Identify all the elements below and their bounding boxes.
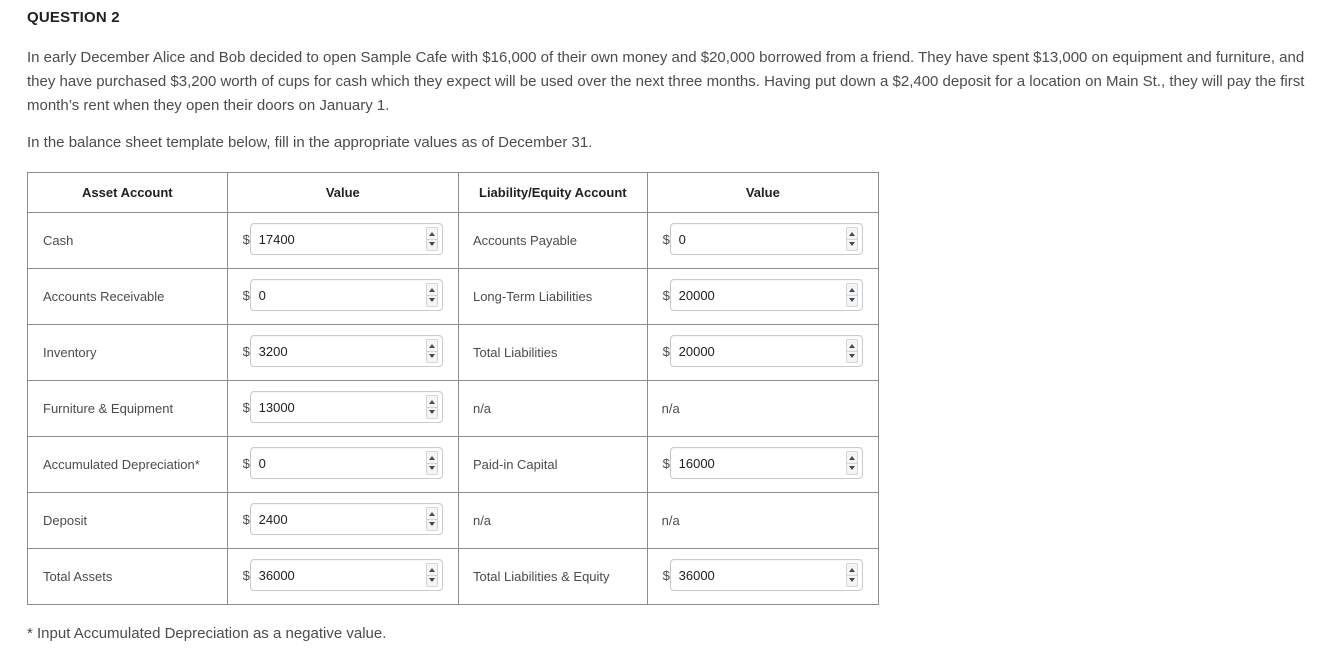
spinner-arrows[interactable] bbox=[426, 395, 438, 419]
spinner-divider bbox=[427, 519, 437, 520]
deposit-value-spinner[interactable] bbox=[250, 503, 443, 535]
long-term-liabilities-value-input[interactable] bbox=[671, 280, 841, 310]
triangle-down-icon[interactable] bbox=[849, 298, 855, 302]
total-liabilities-equity-value-spinner[interactable] bbox=[670, 559, 863, 591]
cash-value-spinner[interactable] bbox=[250, 223, 443, 255]
liab-label-total-liabilities-equity: Total Liabilities & Equity bbox=[458, 549, 647, 605]
triangle-up-icon[interactable] bbox=[429, 288, 435, 292]
header-liability-equity-account: Liability/Equity Account bbox=[458, 173, 647, 213]
triangle-up-icon[interactable] bbox=[849, 232, 855, 236]
paid-in-capital-value-input[interactable] bbox=[671, 448, 841, 478]
spinner-arrows[interactable] bbox=[426, 339, 438, 363]
triangle-up-icon[interactable] bbox=[849, 456, 855, 460]
liab-value-cell bbox=[647, 437, 878, 493]
spinner-arrows[interactable] bbox=[846, 563, 858, 587]
spinner-arrows[interactable] bbox=[426, 451, 438, 475]
accounts-receivable-value-input[interactable] bbox=[251, 280, 421, 310]
triangle-down-icon[interactable] bbox=[429, 578, 435, 582]
spinner-arrows[interactable] bbox=[846, 451, 858, 475]
question-paragraph: In early December Alice and Bob decided to open Sample Cafe with $16,000 of their own money and $20,000 borrowed from a friend. They have spent $13,000 on equipment and furniture, and they have purchased $3,200 worth of cups for cash which they expect will be used over the next three months. Having put down a $2,400 deposit for a location on Main St., they will pay the first month’s rent when they open their doors on January 1. bbox=[27, 49, 1305, 114]
triangle-down-icon[interactable] bbox=[429, 242, 435, 246]
asset-value-cell bbox=[227, 549, 458, 605]
question-instruction: In the balance sheet template below, fill in the appropriate values as of December 31. bbox=[27, 134, 593, 151]
table-row bbox=[28, 381, 879, 437]
total-assets-value-spinner[interactable] bbox=[250, 559, 443, 591]
table-row bbox=[28, 493, 879, 549]
accounts-receivable-value-spinner[interactable] bbox=[250, 279, 443, 311]
dollar-sign: $ bbox=[242, 288, 250, 303]
asset-label-total-assets: Total Assets bbox=[28, 549, 228, 605]
triangle-down-icon[interactable] bbox=[429, 298, 435, 302]
asset-value-cell bbox=[227, 381, 458, 437]
triangle-up-icon[interactable] bbox=[429, 232, 435, 236]
dollar-sign: $ bbox=[242, 400, 250, 415]
spinner-divider bbox=[847, 295, 857, 296]
header-asset-account: Asset Account bbox=[28, 173, 228, 213]
asset-label-furniture-equipment: Furniture & Equipment bbox=[28, 381, 228, 437]
dollar-sign: $ bbox=[662, 232, 670, 247]
spinner-arrows[interactable] bbox=[846, 283, 858, 307]
spinner-arrows[interactable] bbox=[846, 227, 858, 251]
asset-value-cell bbox=[227, 269, 458, 325]
asset-label-inventory: Inventory bbox=[28, 325, 228, 381]
liab-label-na: n/a bbox=[458, 381, 647, 437]
spinner-arrows[interactable] bbox=[426, 563, 438, 587]
triangle-up-icon[interactable] bbox=[429, 512, 435, 516]
asset-value-cell bbox=[227, 493, 458, 549]
accumulated-depreciation-value-spinner[interactable] bbox=[250, 447, 443, 479]
balance-sheet-table bbox=[27, 172, 879, 605]
asset-label-cash: Cash bbox=[28, 213, 228, 269]
asset-value-cell bbox=[227, 437, 458, 493]
table-row bbox=[28, 437, 879, 493]
triangle-down-icon[interactable] bbox=[849, 578, 855, 582]
triangle-up-icon[interactable] bbox=[429, 400, 435, 404]
spinner-divider bbox=[427, 239, 437, 240]
spinner-divider bbox=[427, 407, 437, 408]
liab-label-total-liabilities: Total Liabilities bbox=[458, 325, 647, 381]
liab-label-na: n/a bbox=[458, 493, 647, 549]
paid-in-capital-value-spinner[interactable] bbox=[670, 447, 863, 479]
cash-value-input[interactable] bbox=[251, 224, 421, 254]
asset-value-cell bbox=[227, 325, 458, 381]
liab-value-cell bbox=[647, 549, 878, 605]
dollar-sign: $ bbox=[242, 512, 250, 527]
question-title: QUESTION 2 bbox=[27, 9, 120, 26]
deposit-value-input[interactable] bbox=[251, 504, 421, 534]
triangle-down-icon[interactable] bbox=[429, 522, 435, 526]
accounts-payable-value-input[interactable] bbox=[671, 224, 841, 254]
spinner-divider bbox=[427, 295, 437, 296]
table-header-row bbox=[28, 173, 879, 213]
triangle-up-icon[interactable] bbox=[849, 288, 855, 292]
spinner-arrows[interactable] bbox=[426, 283, 438, 307]
inventory-value-spinner[interactable] bbox=[250, 335, 443, 367]
accounts-payable-value-spinner[interactable] bbox=[670, 223, 863, 255]
table-row bbox=[28, 213, 879, 269]
footnote: * Input Accumulated Depreciation as a negative value. bbox=[27, 625, 387, 642]
spinner-divider bbox=[427, 351, 437, 352]
table-row bbox=[28, 325, 879, 381]
dollar-sign: $ bbox=[242, 456, 250, 471]
liab-value-na: n/a bbox=[647, 493, 878, 549]
dollar-sign: $ bbox=[242, 344, 250, 359]
liab-value-cell bbox=[647, 325, 878, 381]
liab-value-cell bbox=[647, 213, 878, 269]
total-assets-value-input[interactable] bbox=[251, 560, 421, 590]
triangle-up-icon[interactable] bbox=[429, 456, 435, 460]
liab-label-paid-in-capital: Paid-in Capital bbox=[458, 437, 647, 493]
header-asset-value: Value bbox=[227, 173, 458, 213]
spinner-divider bbox=[847, 239, 857, 240]
triangle-up-icon[interactable] bbox=[429, 344, 435, 348]
spinner-divider bbox=[427, 463, 437, 464]
long-term-liabilities-value-spinner[interactable] bbox=[670, 279, 863, 311]
dollar-sign: $ bbox=[662, 344, 670, 359]
spinner-divider bbox=[847, 575, 857, 576]
spinner-arrows[interactable] bbox=[426, 227, 438, 251]
asset-label-accounts-receivable: Accounts Receivable bbox=[28, 269, 228, 325]
liab-label-accounts-payable: Accounts Payable bbox=[458, 213, 647, 269]
triangle-down-icon[interactable] bbox=[849, 466, 855, 470]
asset-value-cell bbox=[227, 213, 458, 269]
liab-value-na: n/a bbox=[647, 381, 878, 437]
triangle-up-icon[interactable] bbox=[429, 568, 435, 572]
triangle-down-icon[interactable] bbox=[429, 410, 435, 414]
dollar-sign: $ bbox=[662, 456, 670, 471]
header-liability-value: Value bbox=[647, 173, 878, 213]
dollar-sign: $ bbox=[662, 288, 670, 303]
total-liabilities-equity-value-input[interactable] bbox=[671, 560, 841, 590]
dollar-sign: $ bbox=[242, 232, 250, 247]
spinner-divider bbox=[847, 463, 857, 464]
spinner-divider bbox=[847, 351, 857, 352]
liab-value-cell bbox=[647, 269, 878, 325]
dollar-sign: $ bbox=[662, 568, 670, 583]
furniture-equipment-value-spinner[interactable] bbox=[250, 391, 443, 423]
accumulated-depreciation-value-input[interactable] bbox=[251, 448, 421, 478]
table-row bbox=[28, 549, 879, 605]
triangle-down-icon[interactable] bbox=[849, 242, 855, 246]
triangle-up-icon[interactable] bbox=[849, 344, 855, 348]
spinner-arrows[interactable] bbox=[426, 507, 438, 531]
triangle-down-icon[interactable] bbox=[429, 466, 435, 470]
triangle-down-icon[interactable] bbox=[849, 354, 855, 358]
liab-label-long-term-liabilities: Long-Term Liabilities bbox=[458, 269, 647, 325]
table-row bbox=[28, 269, 879, 325]
spinner-divider bbox=[427, 575, 437, 576]
inventory-value-input[interactable] bbox=[251, 336, 421, 366]
total-liabilities-value-spinner[interactable] bbox=[670, 335, 863, 367]
triangle-up-icon[interactable] bbox=[849, 568, 855, 572]
furniture-equipment-value-input[interactable] bbox=[251, 392, 421, 422]
spinner-arrows[interactable] bbox=[846, 339, 858, 363]
dollar-sign: $ bbox=[242, 568, 250, 583]
triangle-down-icon[interactable] bbox=[429, 354, 435, 358]
asset-label-accumulated-depreciation: Accumulated Depreciation* bbox=[28, 437, 228, 493]
asset-label-deposit: Deposit bbox=[28, 493, 228, 549]
total-liabilities-value-input[interactable] bbox=[671, 336, 841, 366]
